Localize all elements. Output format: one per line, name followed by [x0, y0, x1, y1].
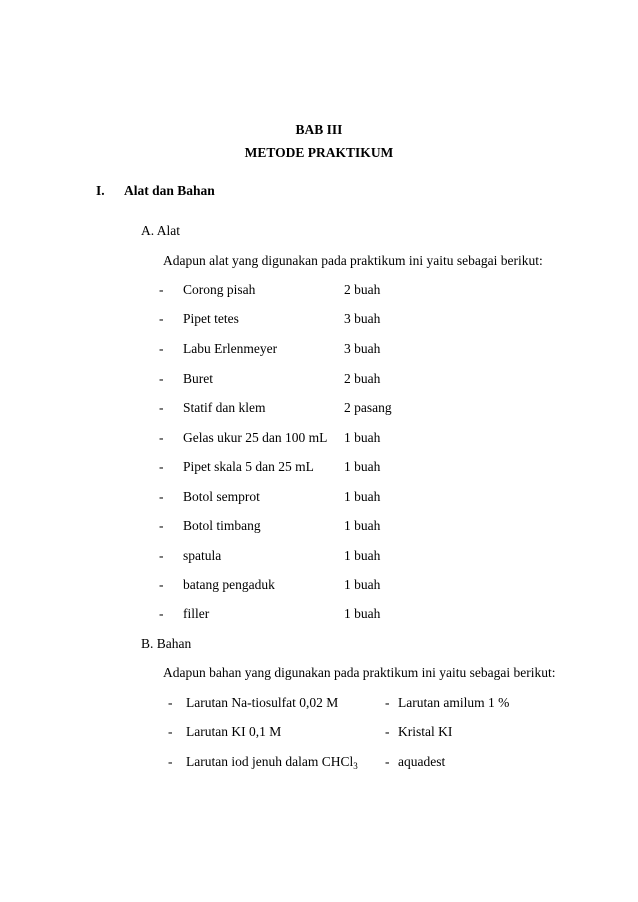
item-qty: 2 buah — [344, 282, 381, 297]
chapter-title: METODE PRAKTIKUM — [244, 145, 394, 160]
item-qty: 1 buah — [344, 606, 381, 621]
bullet: - — [159, 606, 164, 621]
item-qty: 2 pasang — [344, 400, 392, 415]
subscript: 3 — [353, 761, 358, 771]
bullet: - — [159, 518, 164, 533]
item-qty: 1 buah — [344, 548, 381, 563]
alat-heading: A. Alat — [141, 223, 180, 238]
bullet: - — [159, 577, 164, 592]
bullet: - — [168, 695, 173, 710]
bahan-right-item: Kristal KI — [398, 724, 453, 739]
item-name: Botol semprot — [183, 489, 260, 504]
bahan-left-text: Larutan iod jenuh dalam CHCl — [186, 754, 354, 769]
item-name: Labu Erlenmeyer — [183, 341, 278, 356]
item-qty: 3 buah — [344, 341, 381, 356]
item-name: Pipet tetes — [183, 311, 239, 326]
bullet: - — [159, 341, 164, 356]
bahan-left-item: Larutan Na-tiosulfat 0,02 M — [186, 695, 339, 710]
bullet: - — [385, 724, 390, 739]
item-qty: 1 buah — [344, 577, 381, 592]
bullet: - — [159, 459, 164, 474]
bullet: - — [159, 400, 164, 415]
item-name: Statif dan klem — [183, 400, 266, 415]
bullet: - — [385, 754, 390, 769]
item-qty: 3 buah — [344, 311, 381, 326]
alat-intro: Adapun alat yang digunakan pada praktikum ini yaitu sebagai berikut: — [163, 253, 543, 268]
bullet: - — [168, 754, 173, 769]
bullet: - — [159, 282, 164, 297]
bullet: - — [159, 311, 164, 326]
section-title: Alat dan Bahan — [124, 183, 215, 198]
bullet: - — [159, 430, 164, 445]
item-name: batang pengaduk — [183, 577, 275, 592]
item-qty: 1 buah — [344, 430, 381, 445]
item-name: Gelas ukur 25 dan 100 mL — [183, 430, 328, 445]
section-number: I. — [96, 183, 105, 198]
item-qty: 2 buah — [344, 371, 381, 386]
chapter-label: BAB III — [295, 122, 343, 137]
item-name: Pipet skala 5 dan 25 mL — [183, 459, 314, 474]
bahan-left-item: Larutan KI 0,1 M — [186, 724, 282, 739]
bahan-right-item: Larutan amilum 1 % — [398, 695, 510, 710]
item-name: Buret — [183, 371, 213, 386]
bullet: - — [168, 724, 173, 739]
item-qty: 1 buah — [344, 518, 381, 533]
item-name: filler — [183, 606, 210, 621]
item-name: Botol timbang — [183, 518, 261, 533]
bullet: - — [159, 371, 164, 386]
bahan-right-item: aquadest — [398, 754, 446, 769]
bullet: - — [159, 489, 164, 504]
bahan-intro: Adapun bahan yang digunakan pada praktikum ini yaitu sebagai berikut: — [163, 665, 556, 680]
item-name: Corong pisah — [183, 282, 256, 297]
bullet: - — [159, 548, 164, 563]
bahan-left-item — [186, 754, 358, 770]
item-name: spatula — [183, 548, 222, 563]
item-qty: 1 buah — [344, 489, 381, 504]
bahan-heading: B. Bahan — [141, 636, 192, 651]
item-qty: 1 buah — [344, 459, 381, 474]
bullet: - — [385, 695, 390, 710]
